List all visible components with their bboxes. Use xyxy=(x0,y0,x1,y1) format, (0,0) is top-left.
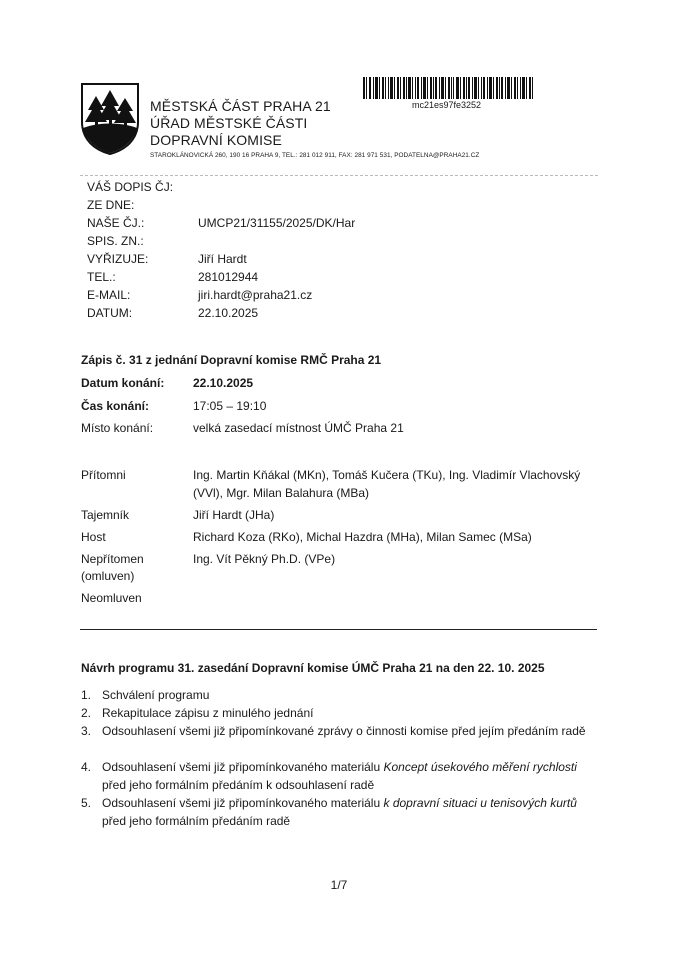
program-item-text: Rekapitulace zápisu z minulého jednání xyxy=(102,706,314,720)
place-value: velká zasedací místnost ÚMČ Praha 21 xyxy=(193,421,404,435)
present-line-1: Ing. Martin Kňákal (MKn), Tomáš Kučera (TKu), Ing. Vladimír Vlachovský xyxy=(193,468,581,482)
program-item-num: 3. xyxy=(81,724,92,738)
program-item-text-part: před jeho formálním předáním k odsouhlasení radě xyxy=(102,778,375,793)
guest-value: Richard Koza (RKo), Michal Hazdra (MHa), Milan Samec (MSa) xyxy=(193,530,532,544)
org-line-1: MĚSTSKÁ ČÁST PRAHA 21 xyxy=(150,98,331,114)
barcode-text: mc21es97fe3252 xyxy=(412,100,482,110)
meeting-title: Zápis č. 31 z jednání Dopravní komise RMČ Praha 21 xyxy=(81,353,382,367)
ref-datum-value: 22.10.2025 xyxy=(198,306,259,320)
ref-spis-zn-label: SPIS. ZN.: xyxy=(87,234,144,248)
ref-tel-value: 281012944 xyxy=(198,270,259,284)
org-address: STAROKLÁNOVICKÁ 260, 190 16 PRAHA 9, TEL.: 281 012 911, FAX: 281 971 531, PODATELNA@PRAHA21.CZ xyxy=(150,152,480,159)
program-item-text: Schválení programu xyxy=(102,688,210,702)
absent-unexcused-label: Neomluven xyxy=(81,591,142,605)
date-label: Datum konání: xyxy=(81,376,165,390)
barcode-icon xyxy=(363,77,533,99)
program-item-text: Odsouhlasení všemi již připomínkované zprávy o činnosti komise před jejím předáním radě xyxy=(102,724,586,738)
ref-ze-dne-label: ZE DNE: xyxy=(87,198,135,212)
absent-excused-value: Ing. Vít Pěkný Ph.D. (VPe) xyxy=(193,552,336,566)
absent-excused-label-2: (omluven) xyxy=(81,569,135,583)
ref-nase-cj-value: UMCP21/31155/2025/DK/Har xyxy=(198,216,356,230)
time-value: 17:05 – 19:10 xyxy=(193,399,267,413)
program-item-text-part: před jeho formálním předáním radě xyxy=(102,814,291,829)
program-item xyxy=(81,686,601,704)
present-label: Přítomni xyxy=(81,468,126,482)
barcode xyxy=(363,77,533,99)
ref-vas-dopis-label: VÁŠ DOPIS ČJ: xyxy=(87,180,174,194)
absent-excused-label-1: Nepřítomen xyxy=(81,552,144,566)
place-label: Místo konání: xyxy=(81,421,154,435)
program-item xyxy=(81,704,601,722)
ref-tel-label: TEL.: xyxy=(87,270,116,284)
guest-label: Host xyxy=(81,530,106,544)
ref-nase-cj-label: NAŠE ČJ.: xyxy=(87,216,145,230)
org-line-2: ÚŘAD MĚSTSKÉ ČÁSTI xyxy=(150,115,308,131)
ref-datum-label: DATUM: xyxy=(87,306,133,320)
ref-vyrizuje-label: VYŘIZUJE: xyxy=(87,252,149,266)
program-item xyxy=(81,794,601,831)
coat-of-arms-trees-icon xyxy=(79,82,141,156)
program-item-num: 1. xyxy=(81,688,92,702)
program-item xyxy=(81,722,601,759)
secretary-value: Jiří Hardt (JHa) xyxy=(193,508,275,522)
date-value: 22.10.2025 xyxy=(193,376,254,390)
program-item-text-italic: k dopravní situaci u tenisových kurtů xyxy=(383,796,577,810)
program-item-text-italic: Koncept úsekového měření rychlosti xyxy=(383,760,577,774)
program-item-num: 2. xyxy=(81,706,92,720)
page-number: 1/7 xyxy=(330,878,348,892)
present-line-2: (VVl), Mgr. Milan Balahura (MBa) xyxy=(193,486,370,500)
program-title: Návrh programu 31. zasedání Dopravní komise ÚMČ Praha 21 na den 22. 10. 2025 xyxy=(81,661,545,675)
secretary-label: Tajemník xyxy=(81,508,130,522)
header-divider xyxy=(80,175,598,176)
program-item-text-part: Odsouhlasení všemi již připomínkovaného materiálu xyxy=(102,796,384,810)
time-label: Čas konání: xyxy=(81,399,150,413)
program-item-num: 5. xyxy=(81,796,92,810)
ref-vyrizuje-value: Jiří Hardt xyxy=(198,252,247,266)
program-item-text xyxy=(102,794,592,831)
program-item-num: 4. xyxy=(81,760,92,774)
ref-email-value: jiri.hardt@praha21.cz xyxy=(198,288,313,302)
program-item-text-part: Odsouhlasení všemi již připomínkovaného materiálu xyxy=(102,760,384,774)
org-line-3: DOPRAVNÍ KOMISE xyxy=(150,132,282,148)
coat-of-arms-logo xyxy=(79,82,141,156)
ref-email-label: E-MAIL: xyxy=(87,288,131,302)
section-divider xyxy=(80,629,597,630)
program-item-text xyxy=(102,758,592,795)
